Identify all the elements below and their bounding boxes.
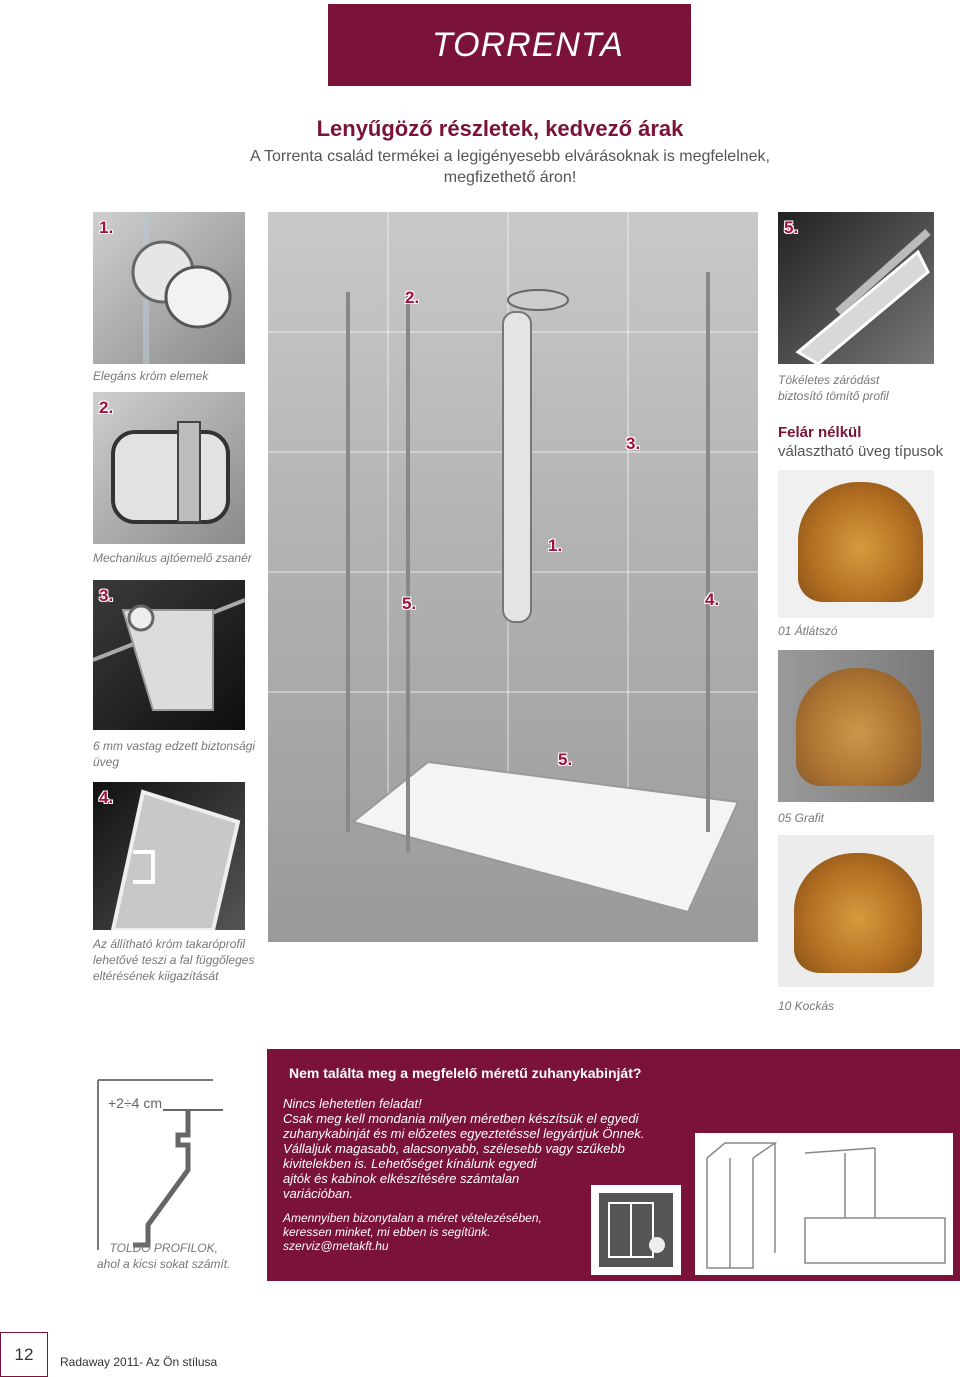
caption-seal-line-2: biztosító tömítő profil: [778, 389, 889, 403]
sponge-image-checkered: [794, 853, 922, 973]
glass-heading-rest: választható üveg típusok: [778, 443, 944, 460]
page-number-box: [0, 1332, 48, 1377]
detail-photo-hinge: [93, 392, 245, 544]
footer-text: Radaway 2011- Az Ön stílusa: [60, 1355, 218, 1369]
glass-option-graphite: 05 Grafit: [778, 811, 825, 825]
sponge-image-graphite: [796, 668, 921, 786]
chrome-knob-illustration: [93, 212, 245, 364]
glass-option-checkered: 10 Kockás: [778, 999, 835, 1013]
banner-question: Nem találta meg a megfelelő méretű zuhanykabinját?: [289, 1065, 642, 1081]
banner-help: [283, 1211, 542, 1253]
banner-line-5: kivitelekben is. Lehetőséget kínálunk egyedi: [283, 1156, 537, 1171]
banner-line-7: variációban.: [283, 1186, 354, 1201]
shower-label-2: 2.: [405, 288, 420, 307]
caption-seal-line-1: Tökéletes záródást: [778, 373, 880, 387]
caption-profile-line-2: lehetővé teszi a fal függőleges: [93, 953, 255, 967]
cabin-line-drawings: [695, 1133, 953, 1275]
banner-line-1: Nincs lehetetlen feladat!: [283, 1096, 422, 1111]
detail-number-1: 1.: [99, 218, 114, 237]
extension-profile-diagram: [93, 1075, 253, 1255]
hinge-illustration: [93, 392, 245, 544]
caption-profile: [93, 936, 254, 984]
shower-label-1: 1.: [548, 536, 563, 555]
caption-glass: [93, 738, 255, 770]
banner-line-3: zuhanykabinját és mi előzetes egyeztetéssel legyártjuk Önnek.: [283, 1126, 645, 1141]
intro-text: [200, 146, 820, 188]
cabin-drawings: [695, 1133, 953, 1275]
banner-help-line-1: Amennyiben bizonytalan a méret vételezésében,: [283, 1211, 542, 1225]
shower-label-5a: 5.: [402, 594, 417, 613]
page-number: 12: [14, 1344, 34, 1364]
banner-email[interactable]: szerviz@metakft.hu: [283, 1239, 389, 1253]
caption-seal: [778, 372, 889, 404]
glass-heading-bold: Felár nélkül: [778, 424, 862, 441]
custom-size-banner: [267, 1049, 960, 1281]
shower-label-4: 4.: [705, 590, 720, 609]
intro-line-2: megfizethető áron!: [443, 169, 577, 186]
extension-caption-line-2: ahol a kicsi sokat számít.: [97, 1257, 231, 1271]
shower-label-5b: 5.: [558, 750, 573, 769]
extension-caption: [97, 1240, 230, 1272]
banner-line-6: ajtók és kabinok elkészítésére számtalan: [283, 1171, 520, 1186]
detail-number-4: 4.: [99, 788, 114, 807]
caption-profile-line-1: Az állítható króm takaróprofil: [93, 937, 246, 951]
brand-title: TORRENTA: [432, 25, 624, 64]
sponge-image-clear: [798, 482, 923, 602]
detail-number-3: 3.: [99, 586, 114, 605]
caption-glass-line-1: 6 mm vastag edzett biztonsági: [93, 739, 256, 753]
detail-photo-glass: [93, 580, 245, 730]
cover-profile-illustration: [93, 782, 245, 930]
banner-help-line-2: keressen minket, mi ebben is segítünk.: [283, 1225, 491, 1239]
brand-title-box: [328, 4, 691, 86]
caption-glass-line-2: üveg: [93, 755, 120, 769]
detail-photo-knob: [93, 212, 245, 364]
extension-dimension: +2÷4 cm: [108, 1095, 162, 1111]
banner-line-4: Vállaljuk magasabb, alacsonyabb, szélesebb vagy szűkebb: [283, 1141, 625, 1156]
glass-option-clear: 01 Átlátszó: [778, 624, 838, 638]
intro-line-1: A Torrenta család termékei a legigényesebb elvárásoknak is megfelelnek,: [250, 148, 770, 165]
extension-caption-line-1: TOLDÓ PROFILOK,: [109, 1241, 218, 1255]
shower-cabin-photo: [268, 212, 758, 942]
banner-line-2: Csak meg kell mondania milyen méretben készítsük el egyedi: [283, 1111, 639, 1126]
caption-hinge: Mechanikus ajtóemelő zsanér: [93, 551, 252, 565]
shower-label-3: 3.: [626, 434, 641, 453]
detail-photo-seal: [778, 212, 934, 364]
caption-profile-line-3: eltérésének kiigazítását: [93, 969, 219, 983]
glass-sample-checkered: [778, 835, 934, 987]
glass-clamp-illustration: [93, 580, 245, 730]
headline: Lenyűgöző részletek, kedvező árak: [316, 116, 684, 141]
detail-number-5: 5.: [784, 218, 799, 237]
measure-drawing: [591, 1185, 681, 1275]
detail-number-2: 2.: [99, 398, 114, 417]
shower-cabin-illustration: [268, 212, 758, 942]
glass-sample-graphite: [778, 650, 934, 802]
measure-icon: [591, 1185, 681, 1275]
seal-profile-illustration: [778, 212, 934, 364]
glass-sample-clear: [778, 470, 934, 618]
caption-chrome: Elegáns króm elemek: [93, 369, 209, 383]
detail-photo-profile: [93, 782, 245, 930]
